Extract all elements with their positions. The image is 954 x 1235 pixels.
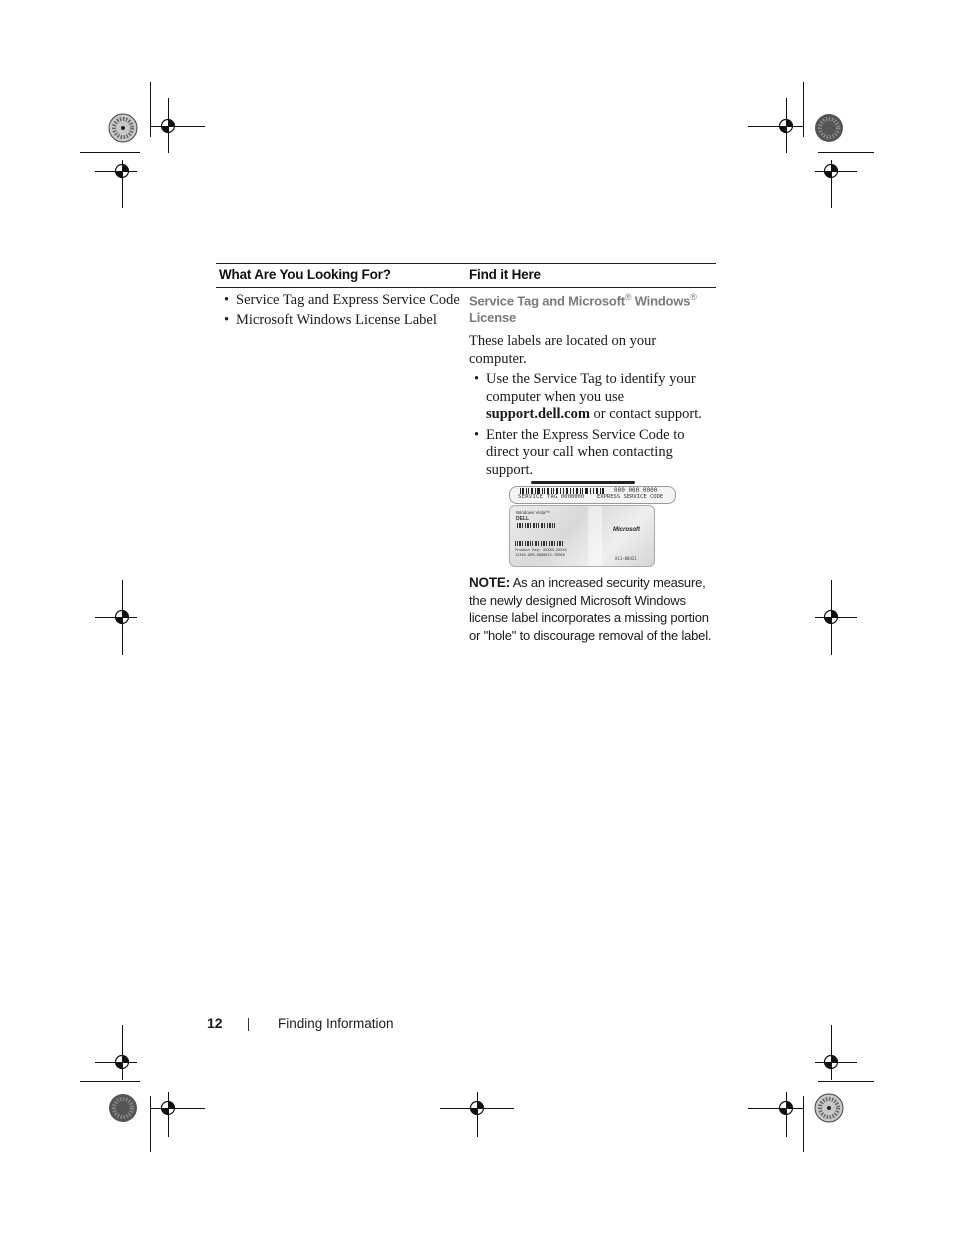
list-item: • Enter the Express Service Code to direct your call when contacting support. <box>469 427 714 480</box>
col1-header: What Are You Looking For? <box>219 267 391 282</box>
list-item: • Use the Service Tag to identify your computer when you use support.dell.com or contact support. <box>469 371 714 424</box>
note-text: NOTE: As an increased security measure, the newly designed Microsoft Windows license label incorporates a missing portion or "hole" to discourage removal of the label. <box>469 575 712 643</box>
footer-section-title: Finding Information <box>278 1016 394 1031</box>
note-label: NOTE: <box>469 575 510 590</box>
starburst-target <box>109 114 137 142</box>
section-subhead: Service Tag and Microsoft® Windows® License <box>469 292 697 326</box>
looking-for-list <box>222 290 462 330</box>
windows-coa-label: Windows Vista™ DELL Product Key: XXXXX-XXXXX 12345-OEM-0000012-78900 Microsoft X11-08421 <box>509 505 655 567</box>
list-item: • Service Tag and Express Service Code <box>222 290 462 310</box>
starburst-target <box>815 114 843 142</box>
page-number: 12 <box>207 1015 223 1031</box>
hologram-strip <box>588 506 602 566</box>
barcode-icon <box>515 541 563 546</box>
find-it-cell <box>469 289 714 479</box>
support-link[interactable]: support.dell.com <box>486 406 590 423</box>
list-item: • Microsoft Windows License Label <box>222 310 462 330</box>
intro-text: These labels are located on your computer. <box>469 333 657 367</box>
footer-divider <box>248 1018 249 1031</box>
table-top-rule <box>216 263 716 264</box>
service-tag-label: 000 000 0000 SERVICE TAG 0000000 EXPRESS SERVICE CODE <box>509 486 676 504</box>
starburst-target <box>815 1094 843 1122</box>
barcode-icon <box>517 523 555 528</box>
table-header-rule <box>216 287 716 288</box>
starburst-target <box>109 1094 137 1122</box>
col2-header: Find it Here <box>469 267 541 282</box>
label-edge <box>531 481 635 484</box>
